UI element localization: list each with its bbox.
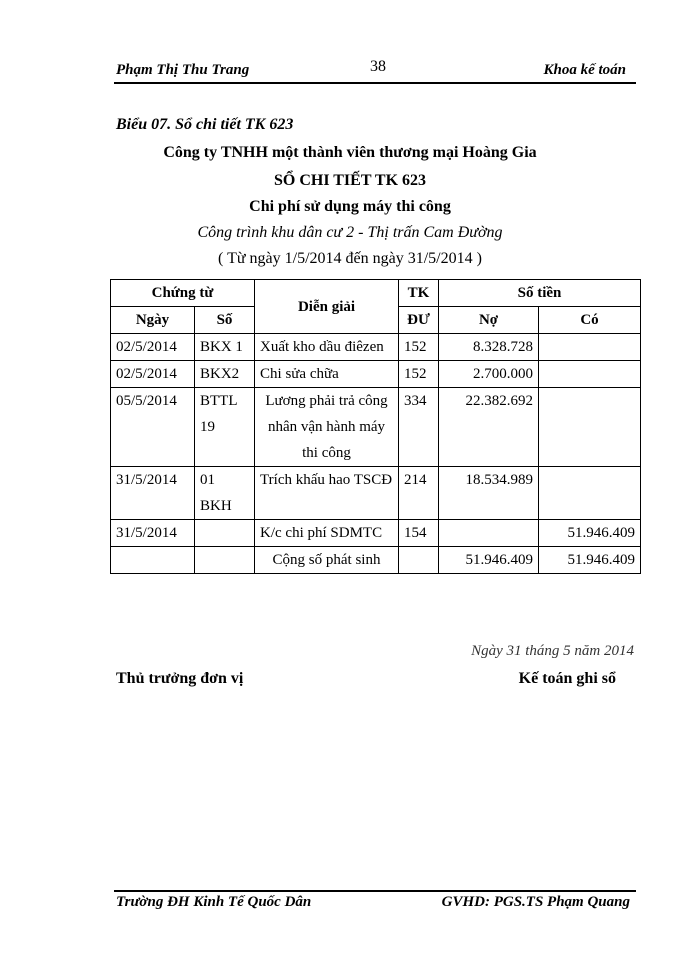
signature-left: Thủ trưởng đơn vị bbox=[116, 670, 244, 687]
row-description: K/c chi phí SDMTC bbox=[255, 520, 399, 547]
row-debit: 8.328.728 bbox=[439, 334, 539, 361]
row-description: Chi sửa chữa bbox=[255, 361, 399, 388]
row-description: Lương phải trả công nhân vận hành máy thi công bbox=[255, 388, 399, 467]
row-account: 152 bbox=[399, 361, 439, 388]
project-name: Công trình khu dân cư 2 - Thị trấn Cam Đường bbox=[197, 224, 503, 241]
col-date: Ngày bbox=[111, 307, 195, 334]
row-credit bbox=[539, 334, 641, 361]
table-row bbox=[111, 388, 641, 467]
header-author: Phạm Thị Thu Trang bbox=[116, 62, 250, 78]
row-credit: 51.946.409 bbox=[539, 520, 641, 547]
row-number: BKX2 bbox=[195, 361, 255, 388]
total-credit: 51.946.409 bbox=[539, 547, 641, 574]
row-date: 05/5/2014 bbox=[111, 388, 195, 467]
row-number bbox=[195, 520, 255, 547]
col-amount: Số tiền bbox=[439, 280, 641, 307]
footer-school: Trường ĐH Kinh Tế Quốc Dân bbox=[116, 894, 312, 910]
period-line: ( Từ ngày 1/5/2014 đến ngày 31/5/2014 ) bbox=[218, 250, 482, 267]
row-credit bbox=[539, 467, 641, 520]
row-number: 01 BKH bbox=[195, 467, 255, 520]
row-account: 152 bbox=[399, 334, 439, 361]
header-row-1 bbox=[111, 280, 641, 307]
total-debit: 51.946.409 bbox=[439, 547, 539, 574]
row-date: 02/5/2014 bbox=[111, 361, 195, 388]
col-credit: Có bbox=[539, 307, 641, 334]
col-account-bottom: ĐƯ bbox=[399, 307, 439, 334]
col-debit: Nợ bbox=[439, 307, 539, 334]
header-rule bbox=[114, 82, 636, 84]
header-faculty: Khoa kế toán bbox=[543, 62, 626, 78]
row-date: 31/5/2014 bbox=[111, 467, 195, 520]
row-credit bbox=[539, 388, 641, 467]
table-row bbox=[111, 467, 641, 520]
table-row bbox=[111, 334, 641, 361]
table-caption: Biểu 07. Sổ chi tiết TK 623 bbox=[116, 116, 294, 133]
total-row bbox=[111, 547, 641, 574]
col-account-top: TK bbox=[399, 280, 439, 307]
row-description: Trích khấu hao TSCĐ bbox=[255, 467, 399, 520]
ledger-title: SỔ CHI TIẾT TK 623 bbox=[273, 172, 427, 189]
row-date: 02/5/2014 bbox=[111, 334, 195, 361]
row-debit bbox=[439, 520, 539, 547]
col-number: Số bbox=[195, 307, 255, 334]
row-debit: 2.700.000 bbox=[439, 361, 539, 388]
row-debit: 22.382.692 bbox=[439, 388, 539, 467]
footer-advisor: GVHD: PGS.TS Phạm Quang bbox=[441, 894, 630, 910]
table-row bbox=[111, 361, 641, 388]
page-number: 38 bbox=[370, 58, 386, 75]
col-voucher: Chứng từ bbox=[111, 280, 255, 307]
signature-right: Kế toán ghi sổ bbox=[518, 670, 616, 687]
ledger-subtitle: Chi phí sử dụng máy thi công bbox=[249, 198, 451, 215]
footer-rule bbox=[114, 890, 636, 892]
row-account: 214 bbox=[399, 467, 439, 520]
col-description: Diễn giải bbox=[255, 280, 399, 334]
row-credit bbox=[539, 361, 641, 388]
row-number: BKX 1 bbox=[195, 334, 255, 361]
row-date: 31/5/2014 bbox=[111, 520, 195, 547]
ledger-table bbox=[110, 279, 641, 574]
row-number: BTTL 19 bbox=[195, 388, 255, 467]
row-account: 154 bbox=[399, 520, 439, 547]
row-description: Xuất kho dầu điêzen bbox=[255, 334, 399, 361]
company-name: Công ty TNHH một thành viên thương mại Hoàng Gia bbox=[163, 144, 537, 161]
signature-date: Ngày 31 tháng 5 năm 2014 bbox=[471, 643, 634, 659]
total-label: Cộng số phát sinh bbox=[255, 547, 399, 574]
table-row bbox=[111, 520, 641, 547]
row-debit: 18.534.989 bbox=[439, 467, 539, 520]
row-account: 334 bbox=[399, 388, 439, 467]
